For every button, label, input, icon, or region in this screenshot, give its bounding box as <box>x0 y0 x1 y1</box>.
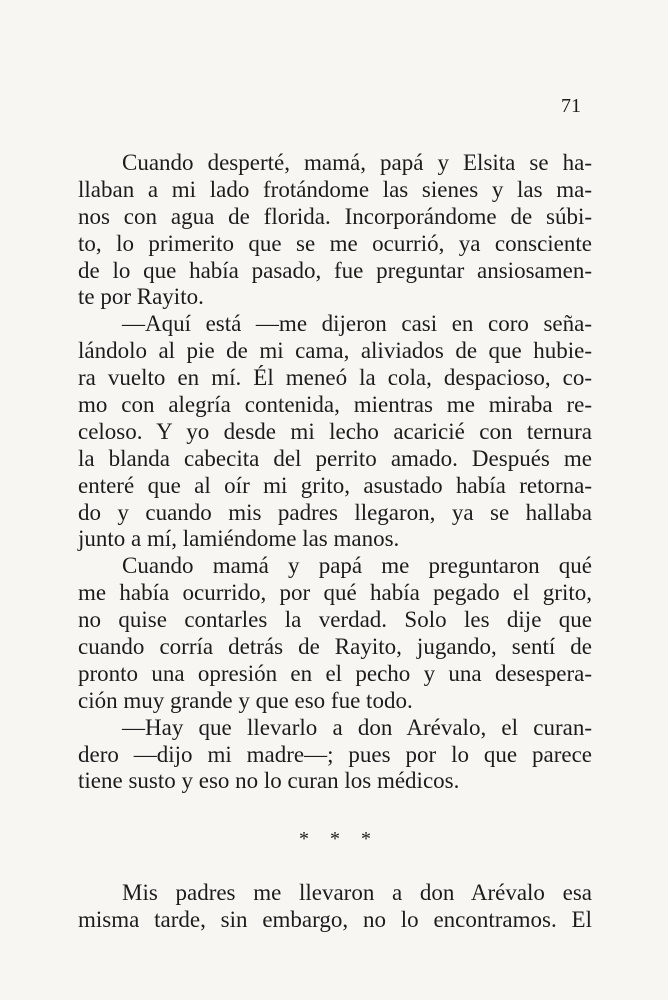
text-line: Cuando mamá y papá me preguntaron qué <box>122 553 592 579</box>
text-line: junto a mí, lamiéndome las manos. <box>78 526 400 552</box>
text-line: nos con agua de florida. Incorporándome de súbi- <box>78 203 592 229</box>
text-line: de lo que había pasado, fue preguntar ansiosamen- <box>78 257 592 283</box>
paragraph <box>78 715 592 796</box>
text-line: tiene susto y eso no lo curan los médicos. <box>78 768 460 794</box>
paragraph <box>78 150 592 311</box>
text-line: —Aquí está —me dijeron casi en coro seña- <box>122 311 592 337</box>
text-line: pronto una opresión en el pecho y una desespera- <box>78 660 592 686</box>
section-separator: * * * <box>299 828 379 851</box>
text-line: Mis padres me llevaron a don Arévalo esa <box>122 880 592 906</box>
text-line: celoso. Y yo desde mi lecho acaricié con ternura <box>78 418 592 444</box>
text-line: ra vuelto en mí. Él meneó la cola, despacioso, co- <box>78 365 592 391</box>
text-line: ción muy grande y que eso fue todo. <box>78 687 413 713</box>
paragraph <box>78 880 592 934</box>
paragraph <box>78 553 592 714</box>
text-line: mo con alegría contenida, mientras me miraba re- <box>78 392 592 418</box>
text-line: to, lo primerito que se me ocurrió, ya consciente <box>78 230 592 256</box>
text-line: no quise contarles la verdad. Solo les dije que <box>78 607 592 633</box>
text-line: llaban a mi lado frotándome las sienes y las ma- <box>78 176 592 202</box>
page-number: 71 <box>561 95 581 117</box>
page-body <box>78 150 592 934</box>
text-line: Cuando desperté, mamá, papá y Elsita se ha- <box>122 150 592 175</box>
text-line: —Hay que llevarlo a don Arévalo, el curan- <box>122 714 592 740</box>
text-line: misma tarde, sin embargo, no lo encontramos. El <box>78 907 592 933</box>
text-line: lándolo al pie de mi cama, aliviados de que hubie- <box>78 338 592 364</box>
text-line: cuando corría detrás de Rayito, jugando, sentí de <box>78 634 592 660</box>
text-line: dero —dijo mi madre—; pues por lo que parece <box>78 741 592 767</box>
text-line: enteré que al oír mi grito, asustado había retorna- <box>78 472 592 498</box>
text-line: te por Rayito. <box>78 284 204 310</box>
text-line: do y cuando mis padres llegaron, ya se hallaba <box>78 499 592 525</box>
text-line: me había ocurrido, por qué había pegado el grito, <box>78 580 592 606</box>
paragraph <box>78 311 592 553</box>
text-line: la blanda cabecita del perrito amado. Después me <box>78 445 592 471</box>
